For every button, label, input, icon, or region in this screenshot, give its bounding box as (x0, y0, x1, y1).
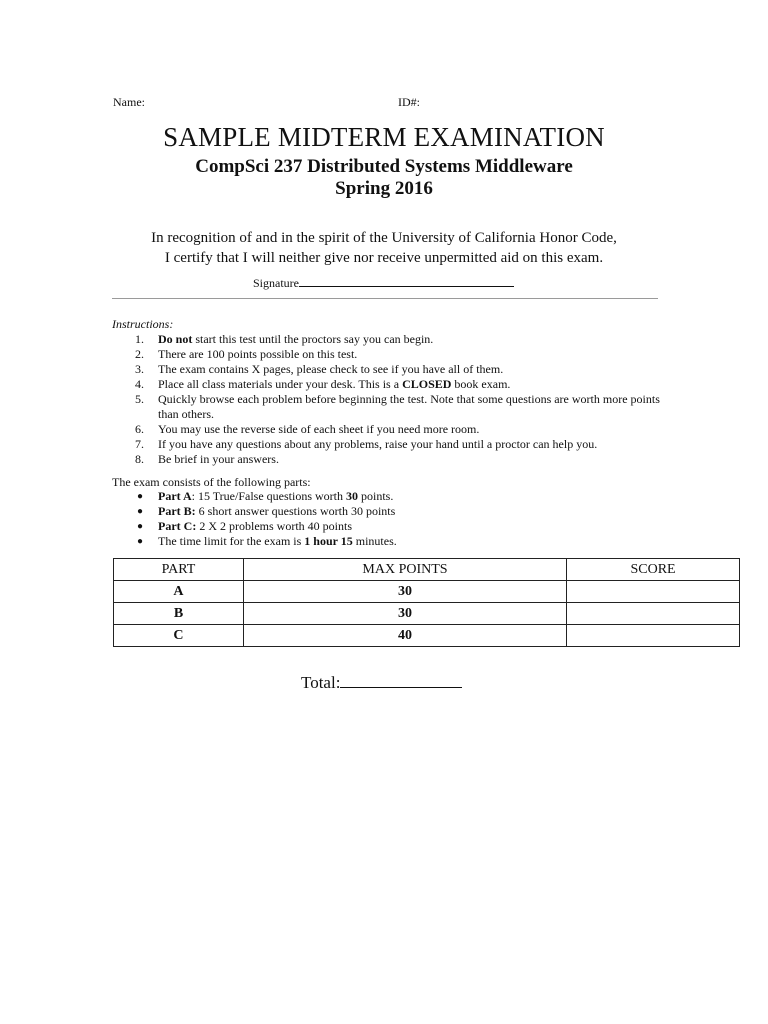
instruction-number: 2. (135, 347, 144, 361)
instruction-item (113, 347, 673, 362)
instruction-number: 4. (135, 377, 144, 391)
instruction-text: You may use the reverse side of each sheet if you need more room. (158, 422, 480, 436)
part-label: Part C: (158, 519, 197, 533)
instruction-text: Place all class materials under your desk. This is a (158, 377, 403, 391)
instruction-item (113, 437, 673, 452)
instruction-item (113, 452, 673, 467)
score-table (113, 558, 740, 647)
instruction-bold: CLOSED (402, 377, 452, 391)
instruction-number: 8. (135, 452, 144, 466)
part-text: 2 X 2 problems worth 40 points (196, 519, 352, 533)
instruction-number: 7. (135, 437, 144, 451)
column-header-max-points: MAX POINTS (243, 559, 566, 581)
max-points-cell: 30 (243, 581, 566, 603)
instruction-item (113, 362, 673, 377)
exam-title: SAMPLE MIDTERM EXAMINATION (163, 122, 605, 152)
honor-code-line-2: I certify that I will neither give nor receive unpermitted aid on this exam. (164, 250, 604, 266)
instruction-item (113, 422, 673, 437)
instruction-text: Quickly browse each problem before beginning the test. Note that some questions are worth more points than others. (158, 392, 660, 421)
column-header-part: PART (114, 559, 244, 581)
part-item (113, 519, 397, 534)
instruction-text: The exam contains X pages, please check to see if you have all of them. (158, 362, 504, 376)
part-text: 6 short answer questions worth 30 points (195, 504, 396, 518)
parts-list (113, 489, 397, 549)
part-cell: B (114, 603, 244, 625)
part-cell: C (114, 625, 244, 647)
score-cell[interactable] (567, 625, 740, 647)
table-row (114, 603, 740, 625)
section-divider (112, 298, 658, 299)
table-row (114, 625, 740, 647)
instruction-number: 5. (135, 392, 144, 406)
part-text: : 15 True/False questions worth (191, 489, 346, 503)
time-limit-unit: minutes. (352, 534, 397, 548)
max-points-cell: 30 (243, 603, 566, 625)
instruction-text-end: book exam. (451, 377, 511, 391)
parts-intro: The exam consists of the following parts: (112, 475, 311, 489)
bullet-icon: ● (137, 536, 144, 547)
signature-label: Signature (253, 276, 299, 290)
honor-code-line-1: In recognition of and in the spirit of the University of California Honor Code, (151, 230, 617, 246)
table-row (114, 581, 740, 603)
instructions-list (113, 332, 673, 467)
signature-line[interactable] (299, 276, 514, 287)
id-label: ID#: (398, 95, 420, 109)
name-label: Name: (113, 95, 145, 109)
part-item (113, 489, 397, 504)
total-label: Total: (301, 673, 341, 692)
term-title: Spring 2016 (335, 178, 433, 199)
instructions-label: Instructions: (112, 317, 174, 331)
instruction-item (113, 392, 673, 422)
instruction-text: Be brief in your answers. (158, 452, 279, 466)
part-item (113, 504, 397, 519)
bullet-icon: ● (137, 506, 144, 517)
instruction-number: 1. (135, 332, 144, 346)
instruction-text: There are 100 points possible on this test. (158, 347, 358, 361)
course-title: CompSci 237 Distributed Systems Middleware (195, 156, 573, 177)
signature-field[interactable] (253, 276, 514, 291)
table-header-row (114, 559, 740, 581)
part-points: 30 (346, 489, 358, 503)
instruction-text: start this test until the proctors say you can begin. (192, 332, 434, 346)
instruction-bold: Do not (158, 332, 193, 346)
part-text-end: points. (358, 489, 394, 503)
part-item (113, 534, 397, 549)
instruction-item (113, 377, 673, 392)
total-line[interactable] (340, 675, 462, 688)
column-header-score: SCORE (567, 559, 740, 581)
instruction-number: 3. (135, 362, 144, 376)
score-cell[interactable] (567, 581, 740, 603)
instruction-text: If you have any questions about any problems, raise your hand until a proctor can help you. (158, 437, 598, 451)
bullet-icon: ● (137, 491, 144, 502)
total-field[interactable] (301, 673, 462, 693)
instruction-item (113, 332, 673, 347)
instruction-number: 6. (135, 422, 144, 436)
time-limit-value: 1 hour 15 (304, 534, 353, 548)
max-points-cell: 40 (243, 625, 566, 647)
score-cell[interactable] (567, 603, 740, 625)
part-label: Part A (158, 489, 192, 503)
bullet-icon: ● (137, 521, 144, 532)
part-cell: A (114, 581, 244, 603)
time-limit-text: The time limit for the exam is (158, 534, 305, 548)
part-label: Part B: (158, 504, 196, 518)
